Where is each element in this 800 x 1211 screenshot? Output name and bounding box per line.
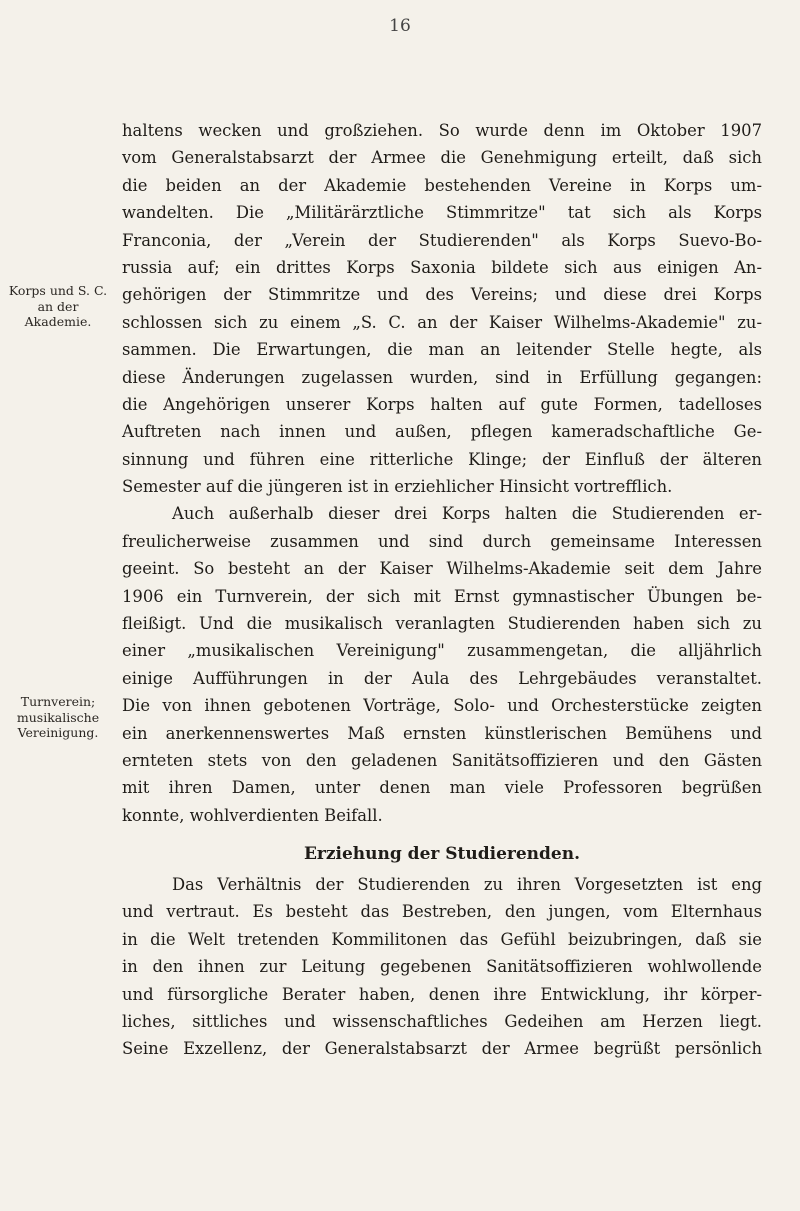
text-line: sammen. Die Erwartungen, die man an leitender Stelle hegte, als — [122, 340, 762, 360]
paragraph-korps — [122, 117, 762, 829]
text-line: die Angehörigen unserer Korps halten auf gute Formen, tadelloses — [122, 394, 762, 414]
section-heading: Erziehung der Studierenden. — [303, 844, 581, 864]
text-line: schlossen sich zu einem „S. C. an der Kaiser Wilhelms-Akademie" zu- — [122, 312, 762, 332]
page-number: 16 — [389, 16, 411, 36]
text-line: konnte, wohlverdienten Beifall. — [122, 805, 383, 825]
text-line: und fürsorgliche Berater haben, denen ihre Entwicklung, ihr körper- — [122, 984, 762, 1004]
text-line: in die Welt tretenden Kommilitonen das Gefühl beizubringen, daß sie — [122, 929, 762, 949]
text-line: Semester auf die jüngeren ist in erziehlicher Hinsicht vortrefflich. — [122, 477, 673, 497]
text-line: 1906 ein Turnverein, der sich mit Ernst gymnastischer Übungen be- — [122, 586, 762, 606]
text-line: Das Verhältnis der Studierenden zu ihren Vorgesetzten ist eng — [172, 875, 762, 894]
text-line: Franconia, der „Verein der Studierenden" als Korps Suevo-Bo- — [122, 230, 762, 250]
text-line: diese Änderungen zugelassen wurden, sind in Erfüllung gegangen: — [122, 367, 762, 387]
margin-note-korps: Korps und S. C. an der Akademie. — [8, 283, 108, 329]
text-line: Die von ihnen gebotenen Vorträge, Solo- und Orchesterstücke zeigten — [122, 696, 762, 716]
text-line: Auch außerhalb dieser drei Korps halten die Studierenden er- — [172, 504, 762, 524]
text-line: russia auf; ein drittes Korps Saxonia bildete sich aus einigen An- — [122, 257, 762, 277]
text-line: wandelten. Die „Militärärztliche Stimmritze" tat sich als Korps — [122, 203, 762, 223]
text-line: einige Aufführungen in der Aula des Lehrgebäudes veranstaltet. — [122, 668, 762, 688]
margin-note-turnverein: Turnverein; musikalische Vereinigung. — [16, 694, 100, 740]
text-line: liches, sittliches und wissenschaftliches Gedeihen am Herzen liegt. — [122, 1011, 762, 1031]
text-line: ernteten stets von den geladenen Sanitätsoffizieren und den Gästen — [122, 750, 762, 770]
text-line: Seine Exzellenz, der Generalstabsarzt der Armee begrüßt persönlich — [122, 1039, 762, 1059]
text-line: einer „musikalischen Vereinigung" zusammengetan, die alljährlich — [122, 641, 762, 661]
text-line: freulicherweise zusammen und sind durch gemeinsame Interessen — [122, 531, 762, 551]
text-line: geeint. So besteht an der Kaiser Wilhelms-Akademie seit dem Jahre — [122, 559, 762, 579]
text-line: gehörigen der Stimmritze und des Vereins; und diese drei Korps — [122, 285, 762, 305]
text-line: die beiden an der Akademie bestehenden Vereine in Korps um- — [122, 175, 762, 195]
text-line: Auftreten nach innen und außen, pflegen kameradschaftliche Ge- — [122, 422, 762, 442]
text-line: vom Generalstabsarzt der Armee die Genehmigung erteilt, daß sich — [122, 148, 762, 168]
text-line: und vertraut. Es besteht das Bestreben, den jungen, vom Elternhaus — [122, 902, 762, 922]
text-line: ein anerkennenswertes Maß ernsten künstlerischen Bemühens und — [122, 723, 762, 743]
paragraph-erziehung — [122, 871, 762, 1063]
text-line: sinnung und führen eine ritterliche Klinge; der Einfluß der älteren — [122, 449, 762, 469]
text-line: mit ihren Damen, unter denen man viele Professoren begrüßen — [122, 778, 762, 798]
text-line: fleißigt. Und die musikalisch veranlagten Studierenden haben sich zu — [122, 614, 762, 634]
text-line: in den ihnen zur Leitung gegebenen Sanitätsoffizieren wohlwollende — [122, 957, 762, 977]
text-line: haltens wecken und großziehen. So wurde denn im Oktober 1907 — [122, 121, 762, 140]
